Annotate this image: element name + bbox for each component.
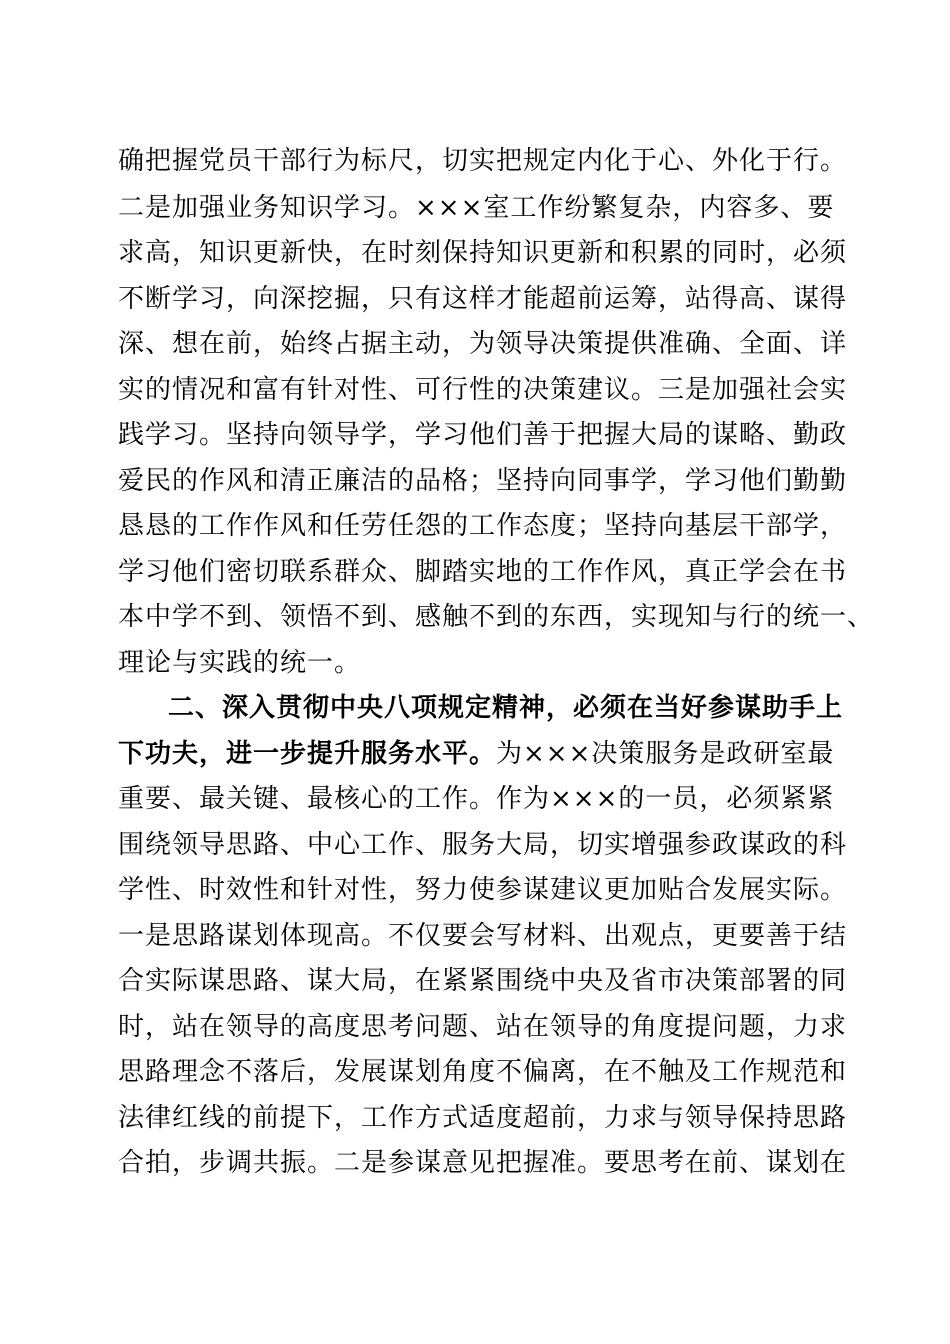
body-text-line: 时，站在领导的高度思考问题、站在领导的角度提问题，力求 <box>118 1012 848 1042</box>
body-text-line: 学性、时效性和针对性，努力使参谋建议更加贴合发展实际。 <box>118 875 848 905</box>
body-text-line: 爱民的作风和清正廉洁的品格；坚持向同事学，学习他们勤勤 <box>118 466 848 496</box>
body-text-line: 一是思路谋划体现高。不仅要会写材料、出观点，更要善于结 <box>118 921 848 951</box>
body-text-line: 恳恳的工作作风和任劳任怨的工作态度；坚持向基层干部学， <box>118 511 848 541</box>
body-text-line: 围绕领导思路、中心工作、服务大局，切实增强参政谋政的科 <box>118 830 848 860</box>
section-heading-bold-part: 下功夫，进一步提升服务水平。 <box>118 739 497 769</box>
body-text-line: 重要、最关键、最核心的工作。作为×××的一员，必须紧紧 <box>118 784 835 814</box>
body-text-line: 思路理念不落后，发展谋划角度不偏离，在不触及工作规范和 <box>118 1057 848 1087</box>
body-text-line: 法律红线的前提下，工作方式适度超前，力求与领导保持思路 <box>118 1103 848 1133</box>
body-text-line: 本中学不到、领悟不到、感触不到的东西，实现知与行的统一、 <box>118 602 875 632</box>
body-text-line: 实的情况和富有针对性、可行性的决策建议。三是加强社会实 <box>118 375 848 405</box>
body-text-line: 理论与实践的统一。 <box>118 648 362 678</box>
body-text-line: 践学习。坚持向领导学，学习他们善于把握大局的谋略、勤政 <box>118 420 848 450</box>
body-text-line: 合拍，步调共振。二是参谋意见把握准。要思考在前、谋划在 <box>118 1148 848 1178</box>
body-text-line: 二是加强业务知识学习。×××室工作纷繁复杂，内容多、要 <box>118 193 835 223</box>
body-text-line: 求高，知识更新快，在时刻保持知识更新和积累的同时，必须 <box>118 238 848 268</box>
body-text-line: 确把握党员干部行为标尺，切实把规定内化于心、外化于行。 <box>118 146 848 176</box>
body-text-line: 不断学习，向深挖掘，只有这样才能超前运筹，站得高、谋得 <box>118 284 848 314</box>
section-heading: 二、深入贯彻中央八项规定精神，必须在当好参谋助手上 <box>168 693 844 723</box>
section-heading-text-part: 为×××决策服务是政研室最 <box>496 739 835 769</box>
body-text-line: 学习他们密切联系群众、脚踏实地的工作作风，真正学会在书 <box>118 557 848 587</box>
body-text-line: 合实际谋思路、谋大局，在紧紧围绕中央及省市决策部署的同 <box>118 966 848 996</box>
section-heading-continued <box>118 739 834 769</box>
body-text-line: 深、想在前，始终占据主动，为领导决策提供准确、全面、详 <box>118 329 848 359</box>
